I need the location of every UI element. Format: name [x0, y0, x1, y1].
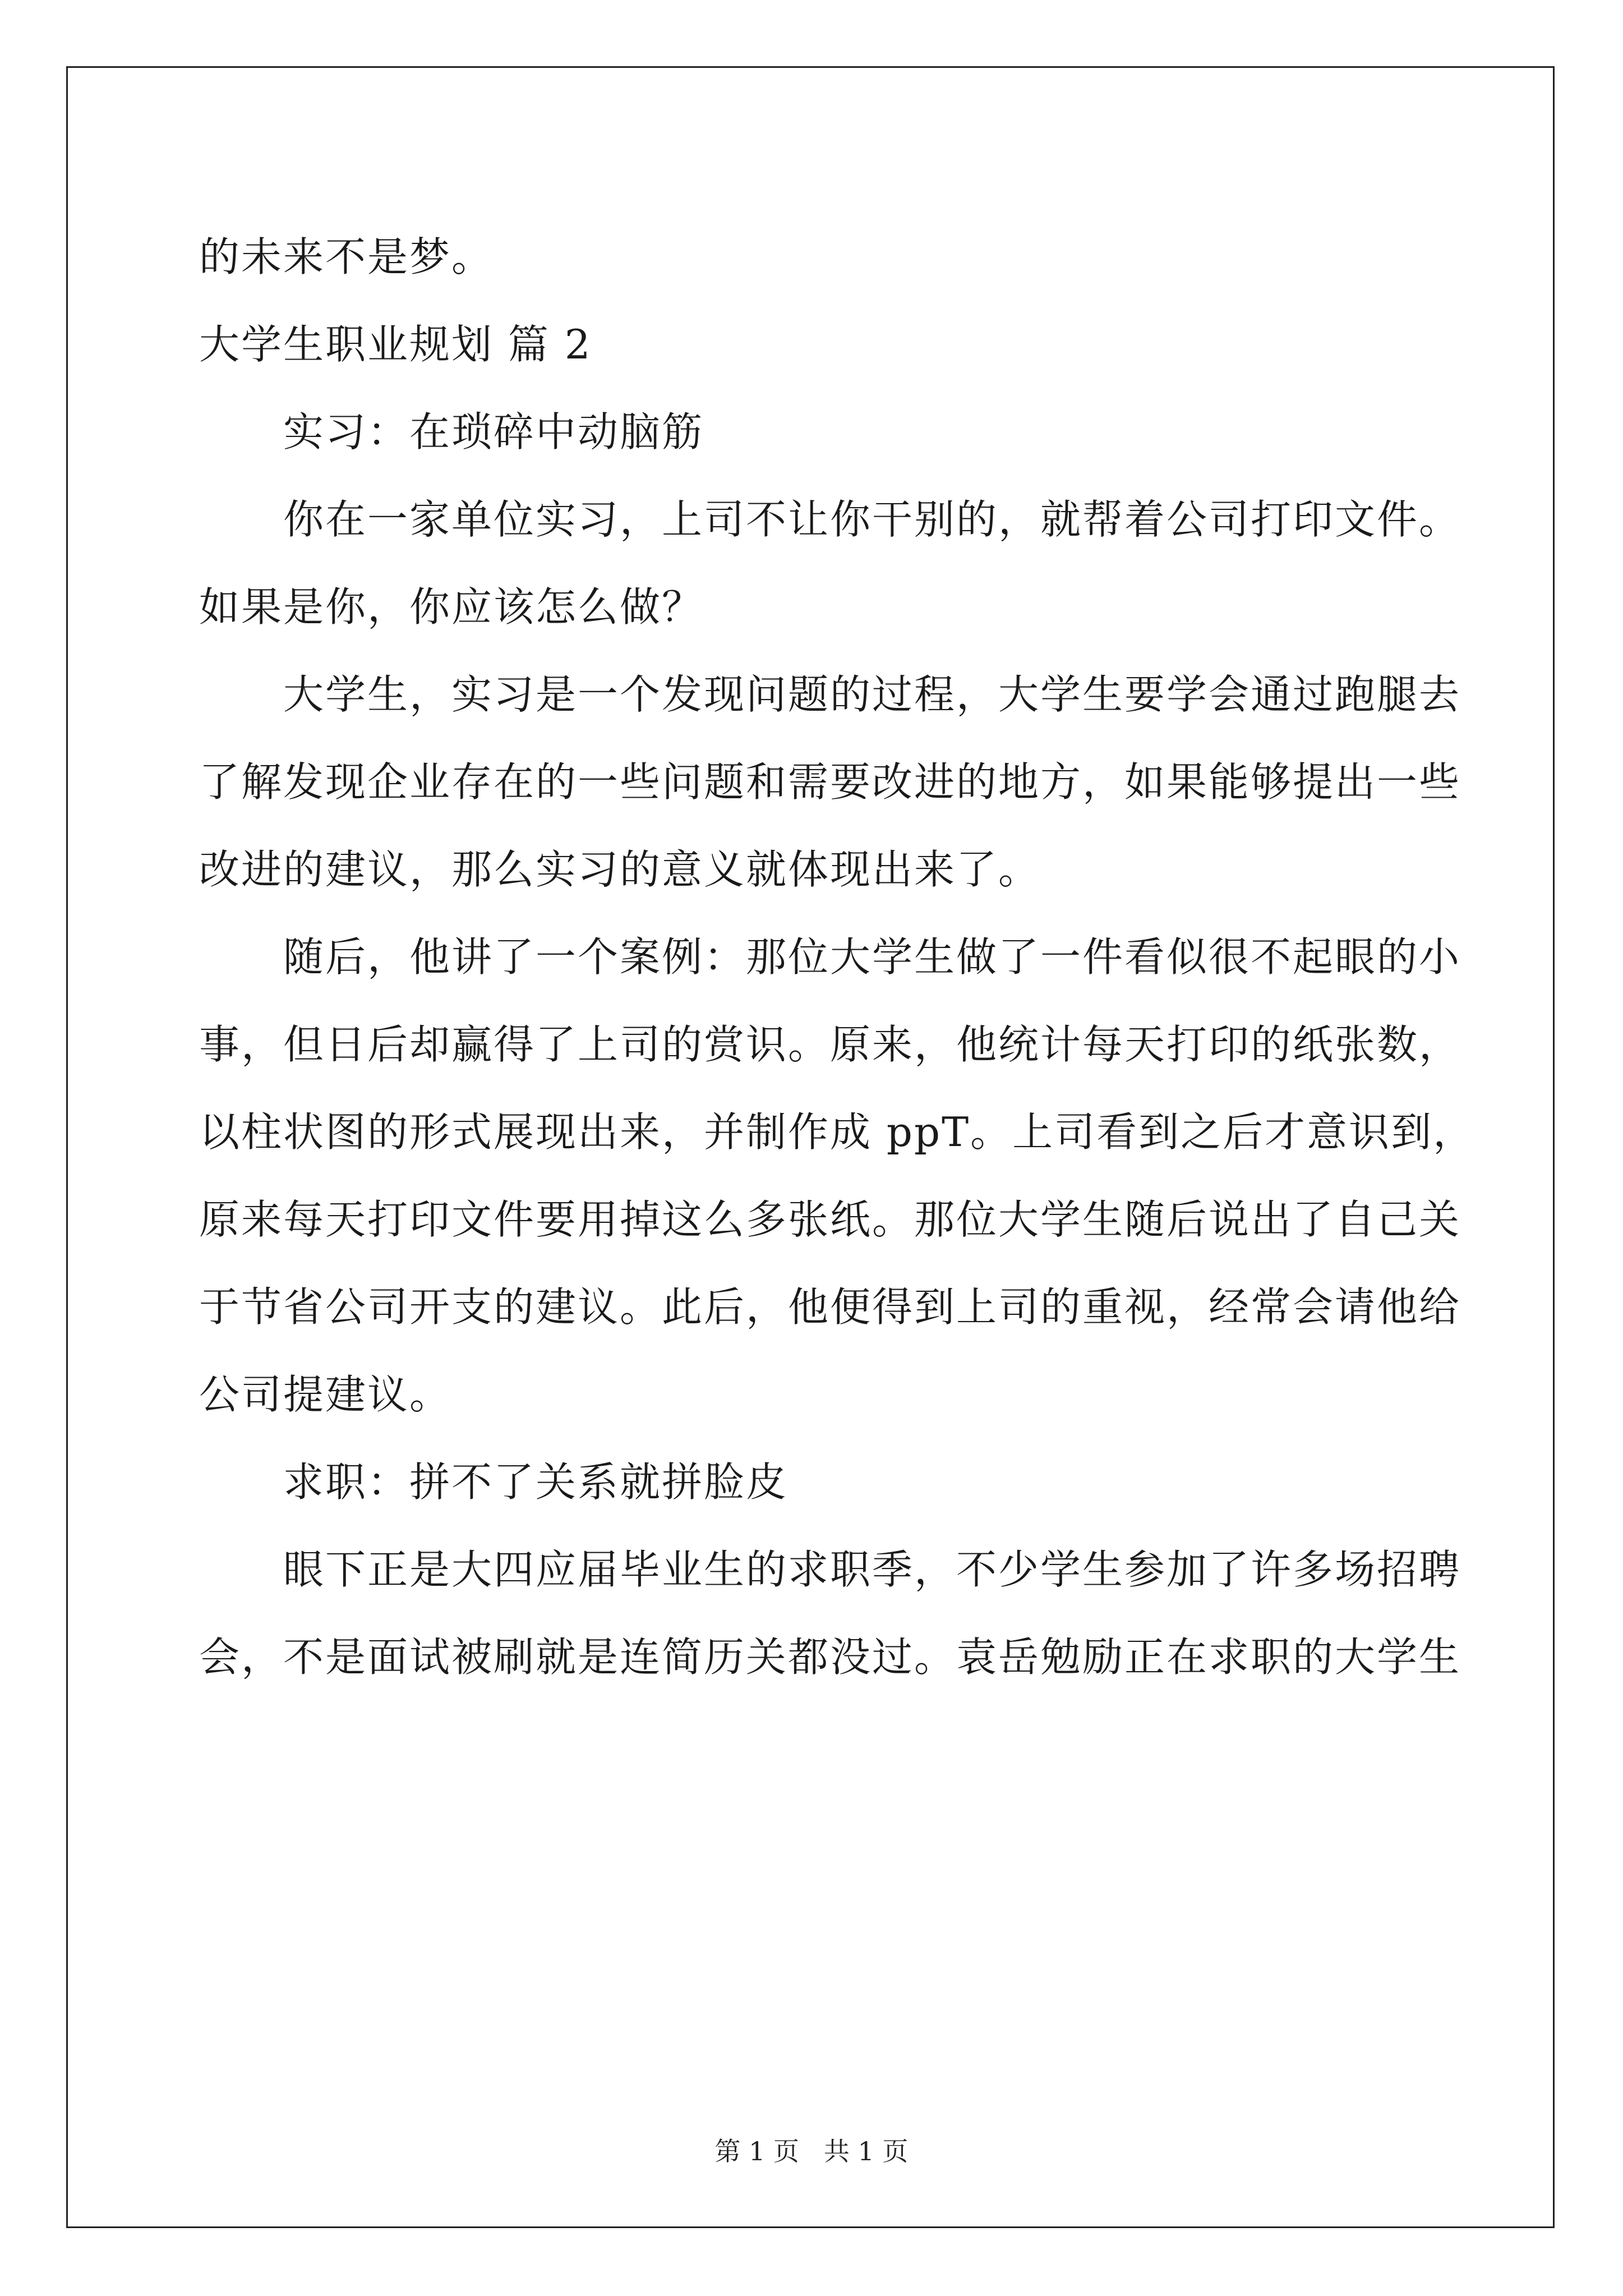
text-line: 于节省公司开支的建议。此后，他便得到上司的重视，经常会请他给	[199, 1283, 1461, 1331]
text-line: 的未来不是梦。	[199, 233, 494, 280]
text-line: 原来每天打印文件要用掉这么多张纸。那位大学生随后说出了自己关	[199, 1196, 1461, 1243]
text-line: 如果是你，你应该怎么做？	[199, 583, 704, 631]
text-line: 了解发现企业存在的一些问题和需要改进的地方，如果能够提出一些	[199, 758, 1461, 806]
page-number-footer: 第 1 页 共 1 页	[714, 2136, 909, 2166]
text-line: 大学生，实习是一个发现问题的过程，大学生要学会通过跑腿去	[283, 671, 1461, 718]
text-line: 眼下正是大四应届毕业生的求职季，不少学生参加了许多场招聘	[283, 1546, 1461, 1593]
text-line: 随后，他讲了一个案例：那位大学生做了一件看似很不起眼的小	[283, 933, 1461, 981]
text-line: 改进的建议，那么实习的意义就体现出来了。	[199, 846, 1041, 893]
section-heading: 大学生职业规划 篇 2	[199, 321, 592, 368]
text-line: 事，但日后却赢得了上司的赏识。原来，他统计每天打印的纸张数，	[199, 1021, 1461, 1068]
text-line: 以柱状图的形式展现出来，并制作成 ppT。上司看到之后才意识到，	[199, 1108, 1476, 1156]
document-body	[199, 213, 1476, 1701]
text-line: 你在一家单位实习，上司不让你干别的，就帮着公司打印文件。	[283, 496, 1461, 543]
text-line: 会，不是面试被刷就是连简历关都没过。袁岳勉励正在求职的大学生	[199, 1634, 1461, 1681]
subheading-job-hunting: 求职：拼不了关系就拼脸皮	[283, 1458, 789, 1506]
text-line: 公司提建议。	[199, 1371, 452, 1418]
subheading-internship: 实习：在琐碎中动脑筋	[283, 408, 704, 455]
